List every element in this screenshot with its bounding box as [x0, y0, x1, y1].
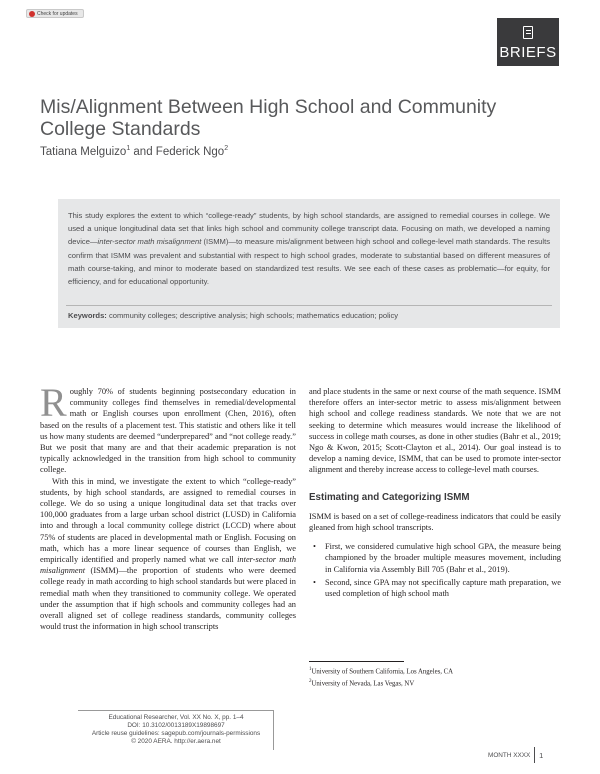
document-icon: [523, 26, 533, 39]
keywords-label: Keywords:: [68, 311, 107, 320]
body-paragraph: and place students in the same or next course of the math sequence. ISMM therefore offers an inter-sector metric to assess mis/alignment between high school and college readiness standards. We note that we are not seeking to determine which measures would increase the likelihood of success in college math courses, as done in other studies (Bahr et al., 2019; Ngo & Kwon, 2015; Scott-Clayton et al., 2014). Our goal instead is to develop a naming device, ISMM, that can be used to promote inter-sector alignment and thereby increase access to college-level math courses.: [309, 387, 561, 475]
pub-info-line: Educational Researcher, Vol. XX No. X, pp. 1–4: [108, 714, 244, 721]
check-for-updates-badge[interactable]: [26, 9, 84, 18]
pub-info-line: DOI: 10.3102/0013189X19898697: [127, 722, 225, 729]
footnote: [309, 677, 453, 689]
author-affiliation-marker: 1: [126, 145, 131, 152]
section-tab-label: BRIEFS: [499, 44, 557, 61]
footnotes: [309, 665, 453, 690]
author-joiner: and: [130, 145, 156, 158]
abstract-emphasis: inter-sector math misalignment: [97, 237, 202, 247]
page-number: 1: [539, 750, 544, 760]
footnote: [309, 665, 453, 677]
footnote-divider: [309, 661, 404, 662]
pub-info-line: Article reuse guidelines: sagepub.com/journals-permissions: [91, 730, 261, 737]
folio-separator: [534, 747, 535, 763]
author-name: Tatiana Melguizo: [40, 145, 127, 158]
section-heading: Estimating and Categorizing ISMM: [309, 491, 470, 503]
abstract-text: [68, 209, 550, 288]
paragraph-text: With this in mind, we investigate the extent to which “college-ready” students, by high school standards, are assigned to remedial courses in college. We do so using a unique longitudinal data set that tracks over 100,000 graduates from a large urban school district (LUSD) in California into and through a local community college district (LCCD) where about 75% of students are placed in developmental math or English. Focusing on math, which has a more linear sequence of courses than English, we empirically identified and properly named what we call: [40, 476, 296, 565]
abstract-part: (ISMM)—to measure mis/alignment between high school and college-level math standards. The results confirm that ISMM was prevalent and substantial with respect to high school grades, moderate to substantial based on different measures of math course-taking, and minor to moderate based on standardized test results. We see each of these cases as problematic—for equity, for efficiency, and for educational opportunity.: [68, 237, 550, 287]
list-item: • First, we considered cumulative high school GPA, the measure being championed by the broader multiple measures movement, including in California via Assembly Bill 705 (Bahr et al., 2019).: [309, 541, 561, 575]
check-for-updates-label: Check for updates: [37, 10, 78, 17]
abstract-part: This study explores the extent to which “college-ready” students, by high school standards, are assigned to remedial courses in college. We used a unique longitudinal data set that links high school and community college transcript data. Focusing on math, we developed a naming device—: [68, 211, 550, 247]
paragraph-text: oughly 70% of students beginning postsecondary education in community colleges find themselves in remedial/developmental math or English courses upon enrollment (Chen, 2016), often based on the results of a placement test. This statistic and others like it tell us how many students are deemed “underprepared” and “not college ready.” But we posit that many are and that their academic preparation is not typically acknowledged in the transition from high school to community college.: [40, 387, 296, 475]
body-paragraph: [40, 380, 296, 476]
author-name: Federick Ngo: [155, 145, 225, 158]
publication-info: [86, 714, 266, 746]
author-list: [40, 145, 228, 158]
crossmark-icon: [29, 11, 35, 17]
folio-month: MONTH XXXX: [488, 751, 531, 759]
article-title: Mis/Alignment Between High School and Community College Standards: [40, 96, 497, 140]
pub-info-line: © 2020 AERA. http://er.aera.net: [131, 738, 221, 745]
paragraph-text: (ISMM)—the proportion of students who were deemed college ready in math according to high school standards but were placed in remedial math when they transitioned to community college. We operated under the assumption that if high schools and community colleges had an overall aligned set of college readiness standards, community colleges would trust the information in high school transcripts: [40, 566, 296, 632]
list-item: • Second, since GPA may not specifically capture math preparation, we used completion of high school math: [309, 577, 561, 599]
bullet-list: [309, 541, 561, 599]
keywords-list: community colleges; descriptive analysis; high schools; mathematics education; policy: [108, 311, 399, 320]
body-column-right: [309, 386, 561, 601]
abstract-divider: [66, 305, 552, 306]
body-paragraph: ISMM is based on a set of college-readiness indicators that could be easily gleaned from high school transcripts.: [309, 511, 561, 533]
page-folio: [488, 747, 543, 763]
drop-cap: R: [40, 380, 67, 425]
abstract-box: [58, 199, 560, 328]
section-tab: [497, 18, 559, 66]
body-column-left: [40, 380, 297, 632]
author-affiliation-marker: 2: [224, 145, 229, 152]
keywords: [68, 311, 398, 320]
paragraph-emphasis: inter-sector math misalignment: [40, 555, 297, 576]
footnote-marker: 1: [309, 667, 312, 672]
body-paragraph: [40, 476, 296, 633]
footnote-text: University of Southern California, Los Angeles, CA: [311, 668, 454, 676]
footnote-text: University of Nevada, Las Vegas, NV: [311, 680, 415, 688]
footnote-marker: 2: [309, 679, 312, 685]
